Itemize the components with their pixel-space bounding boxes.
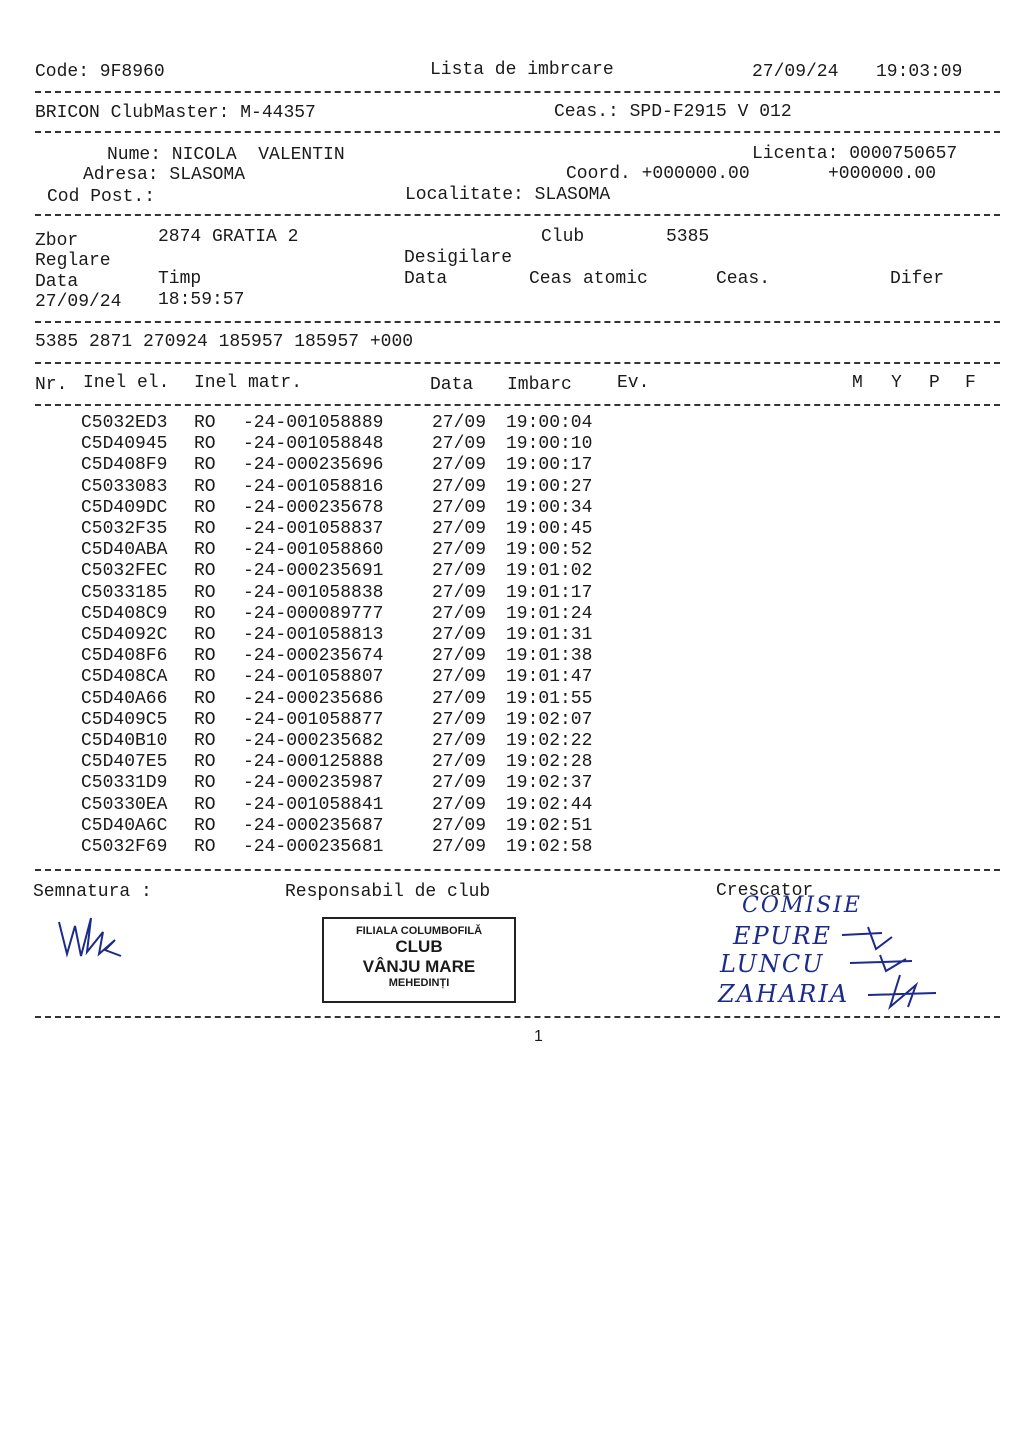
row-time: 19:02:58 [506,837,593,857]
semnatura-label: Semnatura : [33,882,152,902]
row-time: 19:00:04 [506,413,593,433]
row-date: 27/09 [432,540,487,561]
row-inel-el: C5D409C5 [81,709,168,730]
col-imbarc: Imbarc [507,375,572,395]
row-inel-matr: -24-001058813 [243,625,384,645]
row-date: 27/09 [432,773,487,794]
separator [35,362,1000,364]
row-country: RO [194,561,216,582]
separator [35,321,1000,323]
stamp-line-2: CLUB [395,937,443,956]
row-time: 19:00:10 [506,434,593,455]
col-ev: Ev. [617,373,650,393]
row-country: RO [194,837,216,857]
desigilare-data-label: Data [404,269,448,289]
row-inel-matr: -24-001058837 [243,519,384,539]
row-date: 27/09 [432,646,487,667]
handwritten-zaharia: ZAHARIA [718,980,850,1008]
reglare-date: 27/09/24 [35,292,122,312]
separator [35,404,1000,406]
row-time: 19:00:27 [506,476,593,497]
row-date: 27/09 [432,709,487,730]
row-inel-el: C5D40B10 [81,731,168,751]
row-time: 19:01:38 [506,646,593,667]
coord-2: +000000.00 [828,164,937,184]
row-date: 27/09 [432,413,487,433]
row-inel-matr: -24-000235696 [243,455,384,476]
row-date: 27/09 [432,476,487,497]
row-inel-el: C5D407E5 [81,752,168,773]
row-country: RO [194,646,216,667]
row-time: 19:01:31 [506,625,593,645]
separator [35,1016,1000,1018]
row-inel-matr: -24-000235687 [243,815,384,836]
row-inel-matr: -24-000235987 [243,773,384,794]
row-country: RO [194,413,216,433]
row-inel-matr: -24-001058877 [243,709,384,730]
difer-label: Difer [890,269,945,289]
row-inel-el: C5032ED3 [81,413,168,433]
owner-address: Adresa: SLASOMA [83,165,246,185]
handwritten-initials [820,915,940,1015]
licenta: Licenta: 0000750657 [752,144,958,164]
data-label: Data [35,272,79,292]
clock-code-line: 5385 2871 270924 185957 185957 +000 [35,332,414,352]
row-country: RO [194,625,216,645]
reglare-time: 18:59:57 [158,290,245,310]
separator [35,214,1000,216]
row-time: 19:00:34 [506,497,593,518]
row-date: 27/09 [432,561,487,582]
row-inel-matr: -24-000125888 [243,752,384,773]
separator [35,869,1000,871]
row-country: RO [194,731,216,751]
row-date: 27/09 [432,752,487,773]
row-time: 19:01:17 [506,582,593,603]
row-inel-matr: -24-001058816 [243,476,384,497]
row-inel-matr: -24-001058807 [243,667,384,688]
row-date: 27/09 [432,837,487,857]
row-time: 19:02:22 [506,731,593,751]
club-value: 5385 [666,227,710,247]
separator [35,91,1000,93]
club-label: Club [541,227,585,247]
row-date: 27/09 [432,582,487,603]
stamp-line-1: FILIALA COLUMBOFILĂ [355,925,483,937]
row-inel-matr: -24-000235691 [243,561,384,582]
row-inel-el: C5033083 [81,476,168,497]
row-date: 27/09 [432,434,487,455]
row-inel-matr: -24-000235678 [243,497,384,518]
reglare-label: Reglare [35,251,111,271]
row-date: 27/09 [432,625,487,645]
row-date: 27/09 [432,497,487,518]
row-inel-el: C5D40945 [81,434,168,455]
row-inel-el: C5D408C9 [81,603,168,624]
row-time: 19:00:45 [506,519,593,539]
row-inel-matr: -24-001058848 [243,434,384,455]
col-inel-matr: Inel matr. [194,373,303,393]
row-country: RO [194,667,216,688]
club-stamp [322,917,516,1003]
row-inel-el: C5D40A66 [81,688,168,709]
row-date: 27/09 [432,794,487,815]
coord: Coord. +000000.00 [566,164,750,184]
row-inel-el: C5033185 [81,582,168,603]
row-inel-matr: -24-000235674 [243,646,384,667]
row-inel-el: C5D408F6 [81,646,168,667]
page-number: 1 [534,1028,543,1045]
row-country: RO [194,519,216,539]
col-inel-el: Inel el. [83,373,170,393]
zbor-label: Zbor [35,231,79,251]
clubmaster-label: BRICON ClubMaster: M-44357 [35,103,316,123]
signature-mark [55,912,125,962]
row-country: RO [194,455,216,476]
row-inel-matr: -24-000235686 [243,688,384,709]
row-country: RO [194,794,216,815]
row-inel-matr: -24-001058841 [243,794,384,815]
row-time: 19:00:17 [506,455,593,476]
col-f: F [965,373,976,393]
row-date: 27/09 [432,731,487,751]
ceas-column-label: Ceas. [716,269,771,289]
row-inel-el: C50330EA [81,794,168,815]
cod-post: Cod Post.: [47,187,156,207]
row-country: RO [194,709,216,730]
handwritten-epure: EPURE [733,922,833,950]
row-time: 19:01:47 [506,667,593,688]
row-time: 19:01:02 [506,561,593,582]
row-inel-el: C5D408CA [81,667,168,688]
row-inel-el: C5032FEC [81,561,168,582]
row-inel-matr: -24-001058889 [243,413,384,433]
row-date: 27/09 [432,519,487,539]
col-nr: Nr. [35,375,68,395]
ceas-atomic-label: Ceas atomic [529,269,648,289]
col-y: Y [891,373,902,393]
row-date: 27/09 [432,603,487,624]
owner-name: Nume: NICOLA VALENTIN [107,145,345,165]
row-country: RO [194,603,216,624]
row-inel-matr: -24-000089777 [243,603,384,624]
row-time: 19:01:55 [506,688,593,709]
row-date: 27/09 [432,455,487,476]
header-time: 19:03:09 [876,62,963,82]
crescator-label: Crescator [716,881,814,901]
row-inel-matr: -24-000235681 [243,837,384,857]
col-p: P [929,373,940,393]
document-title: Lista de imbrcare [430,60,614,80]
row-time: 19:02:07 [506,709,593,730]
row-time: 19:02:44 [506,794,593,815]
header-date: 27/09/24 [752,62,839,82]
localitate: Localitate: SLASOMA [405,185,611,205]
row-date: 27/09 [432,667,487,688]
row-inel-matr: -24-001058838 [243,582,384,603]
row-country: RO [194,540,216,561]
row-country: RO [194,688,216,709]
row-country: RO [194,815,216,836]
row-inel-el: C5032F69 [81,837,168,857]
row-inel-el: C5D409DC [81,497,168,518]
row-inel-el: C50331D9 [81,773,168,794]
desigilare-label: Desigilare [404,248,513,268]
ceas-label: Ceas.: SPD-F2915 V 012 [554,102,792,122]
zbor-value: 2874 GRATIA 2 [158,227,299,247]
row-country: RO [194,773,216,794]
row-time: 19:02:51 [506,815,593,836]
row-country: RO [194,434,216,455]
timp-label: Timp [158,269,202,289]
row-inel-el: C5D4092C [81,625,168,645]
code-label: Code: 9F8960 [35,62,165,82]
row-time: 19:02:37 [506,773,593,794]
row-time: 19:00:52 [506,540,593,561]
row-country: RO [194,752,216,773]
row-inel-matr: -24-001058860 [243,540,384,561]
row-inel-matr: -24-000235682 [243,731,384,751]
row-country: RO [194,582,216,603]
separator [35,131,1000,133]
row-inel-el: C5D40A6C [81,815,168,836]
col-m: M [852,373,863,393]
row-date: 27/09 [432,688,487,709]
row-date: 27/09 [432,815,487,836]
col-data: Data [430,375,474,395]
row-country: RO [194,476,216,497]
row-country: RO [194,497,216,518]
responsabil-label: Responsabil de club [285,882,491,902]
row-inel-el: C5D408F9 [81,455,168,476]
row-time: 19:01:24 [506,603,593,624]
row-inel-el: C5D40ABA [81,540,168,561]
stamp-line-3: VÂNJU MARE [362,957,476,976]
row-time: 19:02:28 [506,752,593,773]
row-inel-el: C5032F35 [81,519,168,539]
handwritten-comisie: COMISIE [742,893,862,918]
handwritten-luncu: LUNCU [720,950,825,978]
stamp-line-4: MEHEDINȚI [388,977,450,989]
